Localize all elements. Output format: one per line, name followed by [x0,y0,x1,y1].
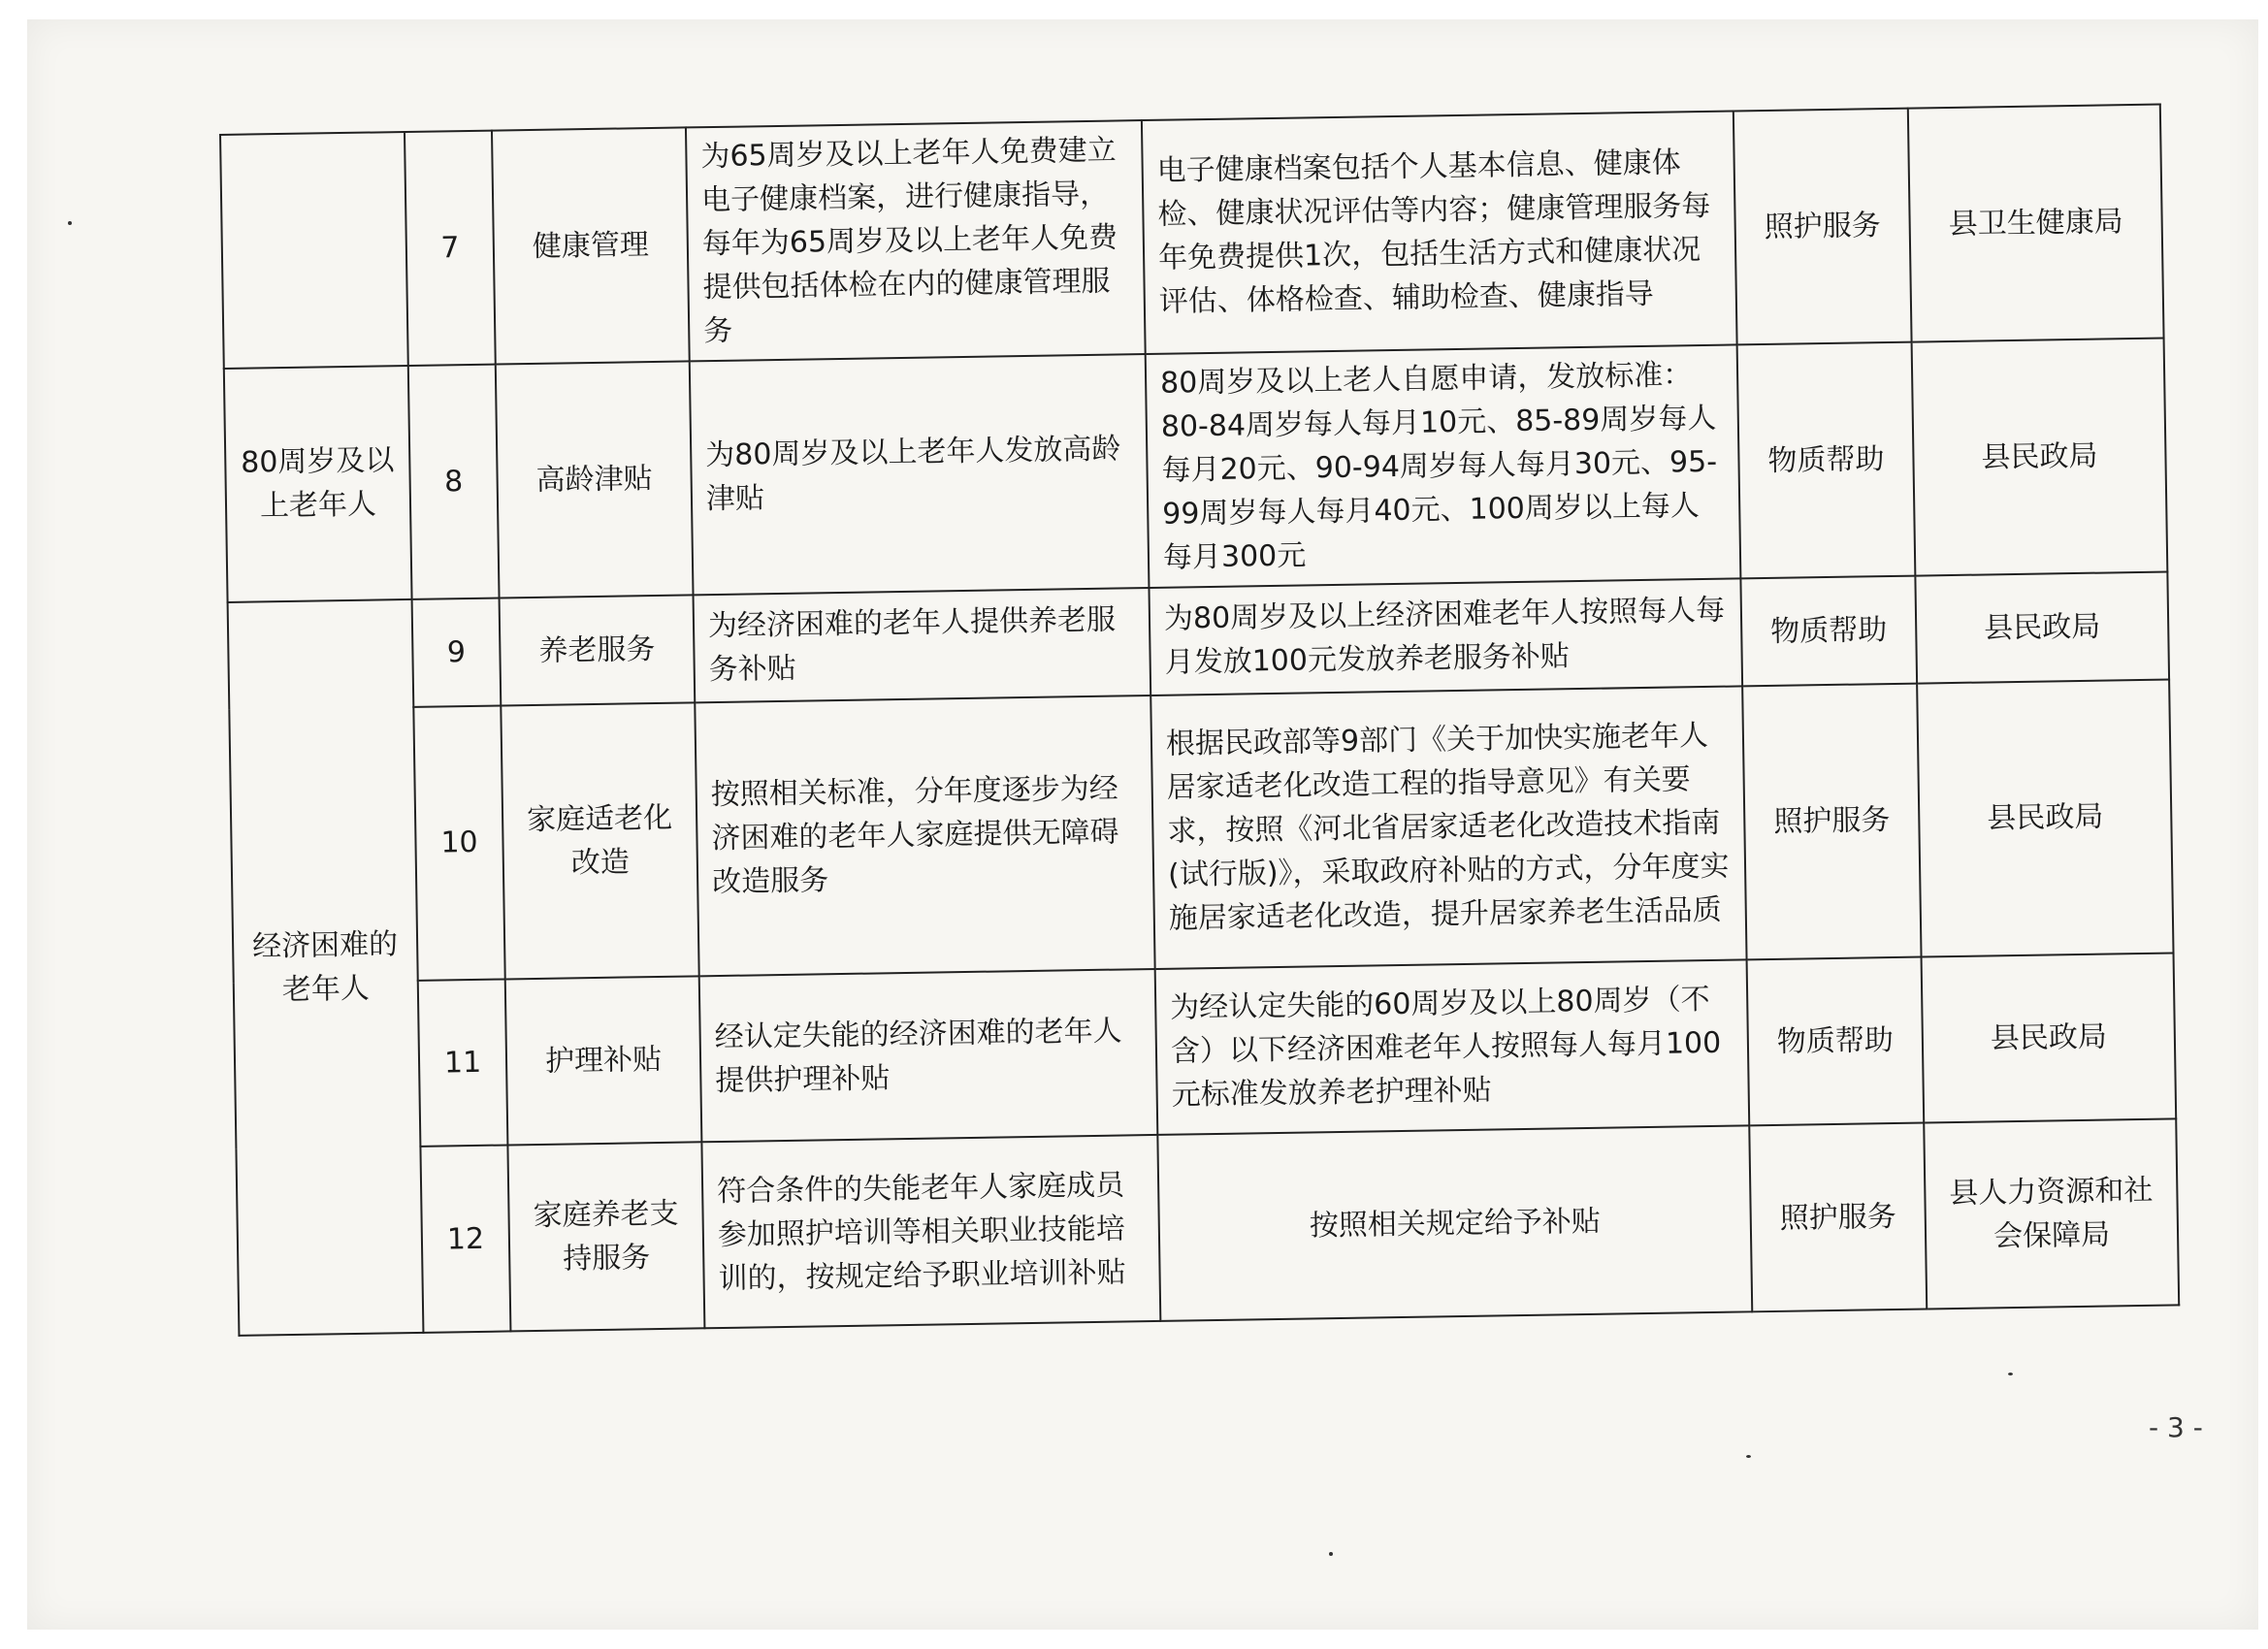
service-item: 家庭适老化改造 [501,702,698,979]
responsible-dept: 县人力资源和社会保障局 [1924,1119,2179,1310]
row-number: 9 [412,598,502,706]
service-standard: 为80周岁及以上经济困难老年人按照每人每月发放100元发放养老服务补贴 [1149,578,1742,695]
scan-speck [68,221,72,225]
service-content: 为经济困难的老年人提供养老服务补贴 [694,588,1151,702]
responsible-dept: 县民政局 [1915,571,2169,683]
table-row [224,338,2168,601]
group-cell: 80周岁及以上老年人 [224,366,412,602]
responsible-dept: 县卫生健康局 [1908,105,2164,342]
services-table [219,104,2180,1337]
service-item: 健康管理 [492,127,690,364]
service-type: 照护服务 [1749,1123,1927,1311]
row-number: 7 [405,131,496,366]
table-row [229,679,2173,984]
service-standard: 根据民政部等9部门《关于加快实施老年人居家适老化改造工程的指导意见》有关要求，按照《河北省居家适老化改造技术指南(试行版)》，采取政府补贴的方式，分年度实施居家适老化改造，提升居家养老生活品质 [1150,686,1746,969]
service-type: 物质帮助 [1747,957,1925,1126]
responsible-dept: 县民政局 [1917,679,2173,956]
service-content: 为80周岁及以上老年人发放高龄津贴 [690,354,1150,595]
group-cell [220,132,408,369]
row-number: 12 [420,1146,510,1333]
service-type: 物质帮助 [1737,342,1916,579]
service-item: 护理补贴 [505,976,702,1145]
table-row [234,953,2176,1149]
row-number: 11 [418,980,508,1148]
table-row [220,105,2164,369]
service-content: 为65周岁及以上老年人免费建立电子健康档案，进行健康指导，每年为65周岁及以上老年人免费提供包括体检在内的健康管理服务 [686,120,1146,361]
service-item: 家庭养老支持服务 [507,1143,704,1332]
table-row [236,1119,2179,1336]
service-item: 高龄津贴 [496,361,694,598]
service-content: 符合条件的失能老年人家庭成员参加照护培训等相关职业技能培训的，按规定给予职业培训补贴 [701,1135,1160,1328]
service-content: 按照相关标准，分年度逐步为经济困难的老年人家庭提供无障碍改造服务 [695,695,1154,977]
group-cell: 经济困难的老年人 [228,599,424,1336]
service-standard: 按照相关规定给予补贴 [1157,1126,1752,1321]
scan-speck [2008,1373,2013,1375]
scan-speck [1329,1552,1333,1556]
service-item: 养老服务 [500,595,696,705]
responsible-dept: 县民政局 [1922,953,2177,1122]
row-number: 10 [413,705,504,981]
scan-speck [1746,1455,1751,1458]
row-number: 8 [408,364,500,598]
service-content: 经认定失能的经济困难的老年人提供护理补贴 [699,969,1158,1143]
service-type: 照护服务 [1733,109,1912,345]
page-number: - 3 - [2149,1411,2203,1443]
service-standard: 为经认定失能的60周岁及以上80周岁（不含）以下经济困难老年人按照每人每月100元标准发放养老护理补贴 [1155,959,1750,1135]
service-standard: 电子健康档案包括个人基本信息、健康体检、健康状况评估等内容；健康管理服务每年免费提供1次，包括生活方式和健康状况评估、体格检查、辅助检查、健康指导 [1142,111,1737,353]
responsible-dept: 县民政局 [1912,338,2168,575]
service-type: 照护服务 [1742,683,1921,959]
service-standard: 80周岁及以上老人自愿申请，发放标准：80-84周岁每人每月10元、85-89周岁每人每月20元、90-94周岁每人每月30元、95-99周岁每人每月40元、100周岁以上每人每月300元 [1146,344,1741,587]
service-type: 物质帮助 [1740,575,1917,686]
